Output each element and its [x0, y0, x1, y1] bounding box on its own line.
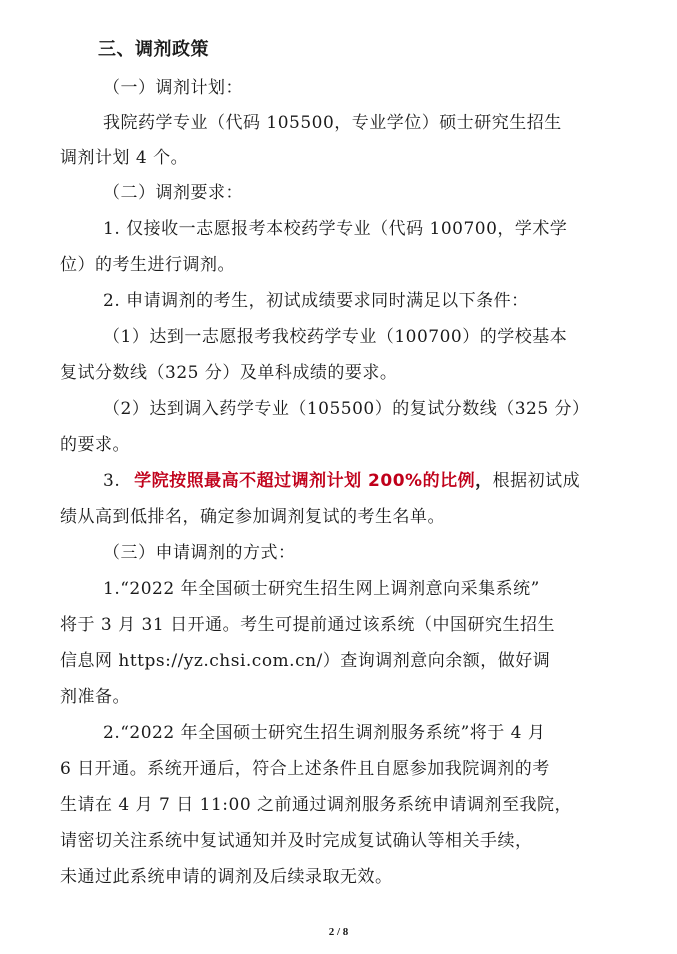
application-2-line-5: 未通过此系统申请的调剂及后续录取无效。 [60, 867, 393, 887]
section-title: 三、调剂政策 [98, 39, 209, 60]
requirement-3-rest: 根据初试成 [492, 471, 581, 491]
plan-text-line-1: 我院药学专业（代码 105500，专业学位）硕士研究生招生 [103, 113, 562, 133]
application-2-line-4: 请密切关注系统中复试通知并及时完成复试确认等相关手续， [60, 831, 533, 851]
condition-2-line-1: （2）达到调入药学专业（105500）的复试分数线（325 分） [103, 399, 590, 419]
application-1-line-4: 剂准备。 [60, 687, 130, 707]
plan-heading: （一）调剂计划： [103, 78, 243, 98]
condition-2-line-2: 的要求。 [60, 435, 130, 455]
requirement-3-line-1 [103, 469, 580, 493]
application-2-line-2: 6 日开通。系统开通后，符合上述条件且自愿参加我院调剂的考 [60, 759, 550, 779]
condition-1-line-2: 复试分数线（325 分）及单科成绩的要求。 [60, 363, 398, 383]
requirement-3-number: 3. [103, 471, 121, 491]
application-1-line-1: 1.“2022 年全国硕士研究生招生网上调剂意向采集系统” [103, 579, 540, 599]
application-heading: （三）申请调剂的方式： [103, 543, 296, 563]
plan-text-line-2: 调剂计划 4 个。 [60, 148, 189, 168]
requirement-3-highlight: 学院按照最高不超过调剂计划 200%的比例 [134, 471, 476, 491]
requirement-3-comma: ， [475, 471, 493, 491]
requirement-1-line-1: 1. 仅接收一志愿报考本校药学专业（代码 100700，学术学 [103, 219, 568, 239]
page-number: 2 / 8 [328, 926, 349, 938]
requirement-1-line-2: 位）的考生进行调剂。 [60, 255, 235, 275]
condition-1-line-1: （1）达到一志愿报考我校药学专业（100700）的学校基本 [103, 327, 568, 347]
requirement-2: 2. 申请调剂的考生，初试成绩要求同时满足以下条件： [103, 291, 529, 311]
application-2-line-1: 2.“2022 年全国硕士研究生招生调剂服务系统”将于 4 月 [103, 723, 546, 743]
application-1-line-3: 信息网 https://yz.chsi.com.cn/）查询调剂意向余额，做好调 [60, 651, 551, 671]
application-1-line-2: 将于 3 月 31 日开通。考生可提前通过该系统（中国研究生招生 [60, 615, 556, 635]
requirements-heading: （二）调剂要求： [103, 183, 243, 203]
requirement-3-line-2: 绩从高到低排名，确定参加调剂复试的考生名单。 [60, 507, 445, 527]
application-2-line-3: 生请在 4 月 7 日 11:00 之前通过调剂服务系统申请调剂至我院， [60, 795, 573, 815]
